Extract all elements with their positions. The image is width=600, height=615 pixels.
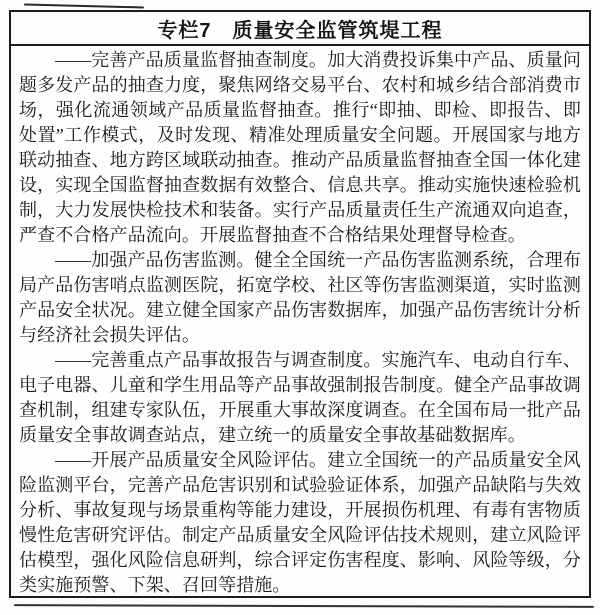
paragraph-risk-assessment: ——开展产品质量安全风险评估。建立全国统一的产品质量安全风险监测平台，完善产品危害识别和试验验证体系，加强产品缺陷与失效分析、事故复现与场景重构等能力建设，开展损伤机理、有毒有害物质慢性危害研究评估。制定产品质量安全风险评估技术规则，建立风险评估模型，强化风险信息研判，综合评定伤害程度、影响、风险等级，分类实施预警、下架、召回等措施。 xyxy=(19,450,581,595)
bottom-scan-artifact-line xyxy=(14,604,594,608)
panel-body xyxy=(11,46,589,598)
panel-title: 专栏7 质量安全监管筑堤工程 xyxy=(157,19,443,42)
paragraph-supervision-sampling: ——完善产品质量监督抽查制度。加大消费投诉集中产品、质量问题多发产品的抽查力度，聚焦网络交易平台、农村和城乡结合部消费市场，强化流通领域产品质量监督抽查。推行“即抽、即检、即报告、即处置”工作模式，及时发现、精准处理质量安全问题。开展国家与地方联动抽查、地方跨区域联动抽查。推动产品质量监督抽查全国一体化建设，实现全国监督抽查数据有效整合、信息共享。推动实施快速检验机制，大力发展快检技术和装备。实行产品质量责任生产流通双向追查，严查不合格产品流向。开展监督抽查不合格结果处理督导检查。 xyxy=(19,50,581,245)
top-scan-artifact-line xyxy=(24,4,144,9)
panel-header xyxy=(11,12,589,46)
column-7-panel xyxy=(9,10,591,598)
paragraph-accident-reporting: ——完善重点产品事故报告与调查制度。实施汽车、电动自行车、电子电器、儿童和学生用品等产品事故强制报告制度。健全产品事故调查机制，组建专家队伍，开展重大事故深度调查。在全国布局一批产品质量安全事故调查站点，建立统一的质量安全事故基础数据库。 xyxy=(19,350,581,445)
paragraph-injury-monitoring: ——加强产品伤害监测。健全全国统一产品伤害监测系统，合理布局产品伤害哨点监测医院，拓宽学校、社区等伤害监测渠道，实时监测产品安全状况。建立健全国家产品伤害数据库，加强产品伤害统计分析与经济社会损失评估。 xyxy=(19,250,581,345)
